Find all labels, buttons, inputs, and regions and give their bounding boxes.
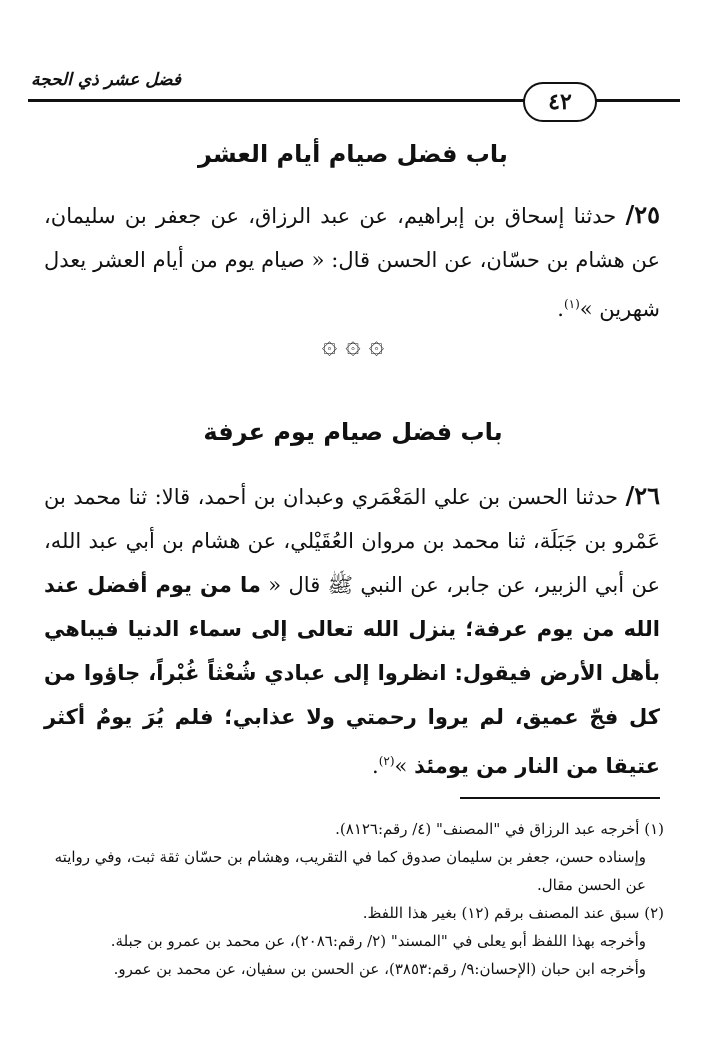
hadith-25 [44, 193, 660, 331]
hadith-number: ٢٥/ [625, 200, 660, 229]
footnote-line: وأخرجه بهذا اللفظ أبو يعلى في "المسند" (٢/ رقم:٢٠٨٦)، عن محمد بن عمرو بن جبلة. [110, 932, 646, 950]
footnote-ref[interactable]: (٢) [378, 754, 395, 768]
hadith-matn: ما من يوم أفضل عند الله من يوم عرفة؛ ينزل الله تعالى إلى سماء الدنيا فيباهي بأهل الأرض فيقول: انظروا إلى عبادي شُعْثاً غُبْراً، جاؤوا من كل فجّ عميق، لم يروا رحمتي ولا عذابي؛ فلم يُرَ يومٌ أكثر عتيقا من النار من يومئذ [44, 573, 660, 778]
running-title: فضل عشر ذي الحجة [30, 70, 182, 90]
footnote-marker: (٢) [644, 904, 664, 922]
footnote-2 [44, 899, 664, 983]
footnote-1 [44, 815, 664, 899]
footnote-line: سبق عند المصنف برقم (١٢) بغير هذا اللفظ. [362, 904, 640, 922]
hadith-isnad: حدثنا الحسن بن علي المَعْمَري وعبدان بن أحمد، قالا: ثنا محمد بن عَمْرو بن جَبَلَة، ثنا محمد بن مروان العُقَيْلي، عن هشام بن أبي عبد الله، عن أبي الزبير، عن جابر، عن النبي ﷺ قال « [44, 485, 660, 597]
hadith-number: ٢٦/ [625, 481, 660, 510]
section-heading-1: باب فضل صيام أيام العشر [198, 140, 508, 168]
hadith-text: حدثنا إسحاق بن إبراهيم، عن عبد الرزاق، عن جعفر بن سليمان، عن هشام بن حسّان، عن الحسن قال: « صيام يوم من أيام العشر يعدل شهرين » [44, 204, 660, 321]
period: . [557, 297, 564, 321]
hadith-26 [44, 474, 660, 788]
section-heading-2: باب فضل صيام يوم عرفة [203, 418, 503, 446]
closing-quote: » [394, 754, 408, 778]
footnote-line: وإسناده حسن، جعفر بن سليمان صدوق كما في التقريب، وهشام بن حسّان ثقة ثبت، وفي روايته عن الحسن مقال. [54, 848, 646, 894]
footnote-ref[interactable]: (١) [563, 297, 580, 311]
footnote-rule [460, 797, 660, 799]
footnote-line: وأخرجه ابن حبان (الإحسان:٩/ رقم:٣٨٥٣)، عن الحسن بن سفيان، عن محمد بن عمرو. [113, 960, 646, 978]
footnote-line: أخرجه عبد الرزاق في "المصنف" (٤/ رقم:٨١٢٦). [335, 820, 640, 838]
footnotes [44, 815, 664, 983]
separator-ornament: ۞ ۞ ۞ [321, 330, 385, 360]
footnote-marker: (١) [644, 820, 664, 838]
page-number: ٤٢ [523, 82, 597, 122]
period: . [372, 754, 379, 778]
